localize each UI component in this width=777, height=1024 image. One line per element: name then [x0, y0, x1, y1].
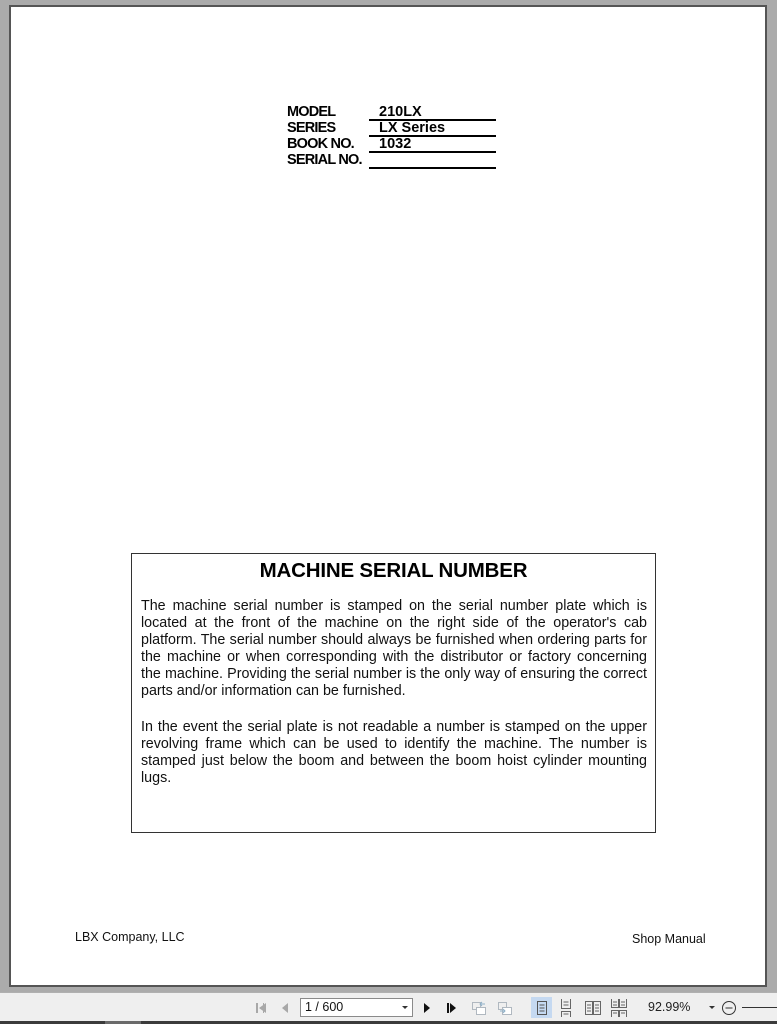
- last-page-button[interactable]: [443, 993, 461, 1022]
- footer-manual-type: Shop Manual: [632, 932, 706, 946]
- book-no-value: 1032: [379, 136, 412, 152]
- page-number-input[interactable]: [300, 998, 413, 1017]
- serial-box-paragraph-2: In the event the serial plate is not readable a number is stamped on the upper revolving frame which can be used to identify the machine. The number is stamped just below the boom and between the boom hoist cylinder mounting lugs.: [141, 719, 647, 787]
- zoom-level[interactable]: 92.99%: [648, 1000, 691, 1014]
- page-dropdown-caret-icon[interactable]: [402, 1006, 408, 1009]
- continuous-facing-view-button[interactable]: [609, 993, 629, 1022]
- last-page-icon: [445, 1001, 459, 1015]
- zoom-dropdown-caret-icon[interactable]: [709, 1006, 715, 1009]
- facing-view-button[interactable]: [583, 993, 603, 1022]
- continuous-facing-icon: [611, 999, 627, 1017]
- facing-pages-icon: [585, 1001, 601, 1015]
- zoom-slider[interactable]: [742, 993, 777, 1022]
- next-page-icon: [421, 1001, 433, 1015]
- zoom-out-button[interactable]: [720, 993, 738, 1022]
- continuous-view-button[interactable]: [557, 993, 575, 1022]
- first-page-icon: [254, 1001, 268, 1015]
- next-page-button[interactable]: [419, 993, 435, 1022]
- series-label: SERIES: [287, 120, 336, 136]
- footer-company: LBX Company, LLC: [75, 930, 185, 944]
- single-page-view-button[interactable]: [531, 997, 552, 1018]
- single-page-icon: [536, 1000, 548, 1016]
- previous-view-icon: [471, 1000, 487, 1016]
- zoom-slider-track[interactable]: [742, 1007, 777, 1008]
- prev-page-icon: [279, 1001, 291, 1015]
- model-label: MODEL: [287, 104, 336, 120]
- series-value: LX Series: [379, 120, 446, 136]
- previous-view-button[interactable]: [469, 993, 489, 1022]
- pdf-toolbar: [0, 992, 777, 1022]
- previous-page-button[interactable]: [276, 993, 294, 1022]
- next-view-icon: [497, 1000, 513, 1016]
- first-page-button[interactable]: [251, 993, 271, 1022]
- serial-box-paragraph-1: The machine serial number is stamped on the serial number plate which is located at the front of the machine on the right side of the operator's cab platform. The serial number should always be furnished when ordering parts for the machine or when corresponding with the distributor or factory concerning the machine. Providing the serial number is the only way of ensuring the correct parts and/or information can be furnished.: [141, 598, 647, 700]
- model-value: 210LX: [379, 104, 422, 120]
- next-view-button[interactable]: [495, 993, 515, 1022]
- serial-no-underline: [369, 152, 496, 169]
- serial-box-title: MACHINE SERIAL NUMBER: [259, 559, 528, 582]
- serial-no-label: SERIAL NO.: [287, 152, 362, 168]
- book-no-label: BOOK NO.: [287, 136, 354, 152]
- continuous-page-icon: [560, 999, 572, 1017]
- machine-serial-number-box: [131, 553, 656, 833]
- document-page: [9, 5, 767, 987]
- zoom-out-icon: [721, 1000, 737, 1016]
- page-indicator: 1 / 600: [305, 1000, 344, 1014]
